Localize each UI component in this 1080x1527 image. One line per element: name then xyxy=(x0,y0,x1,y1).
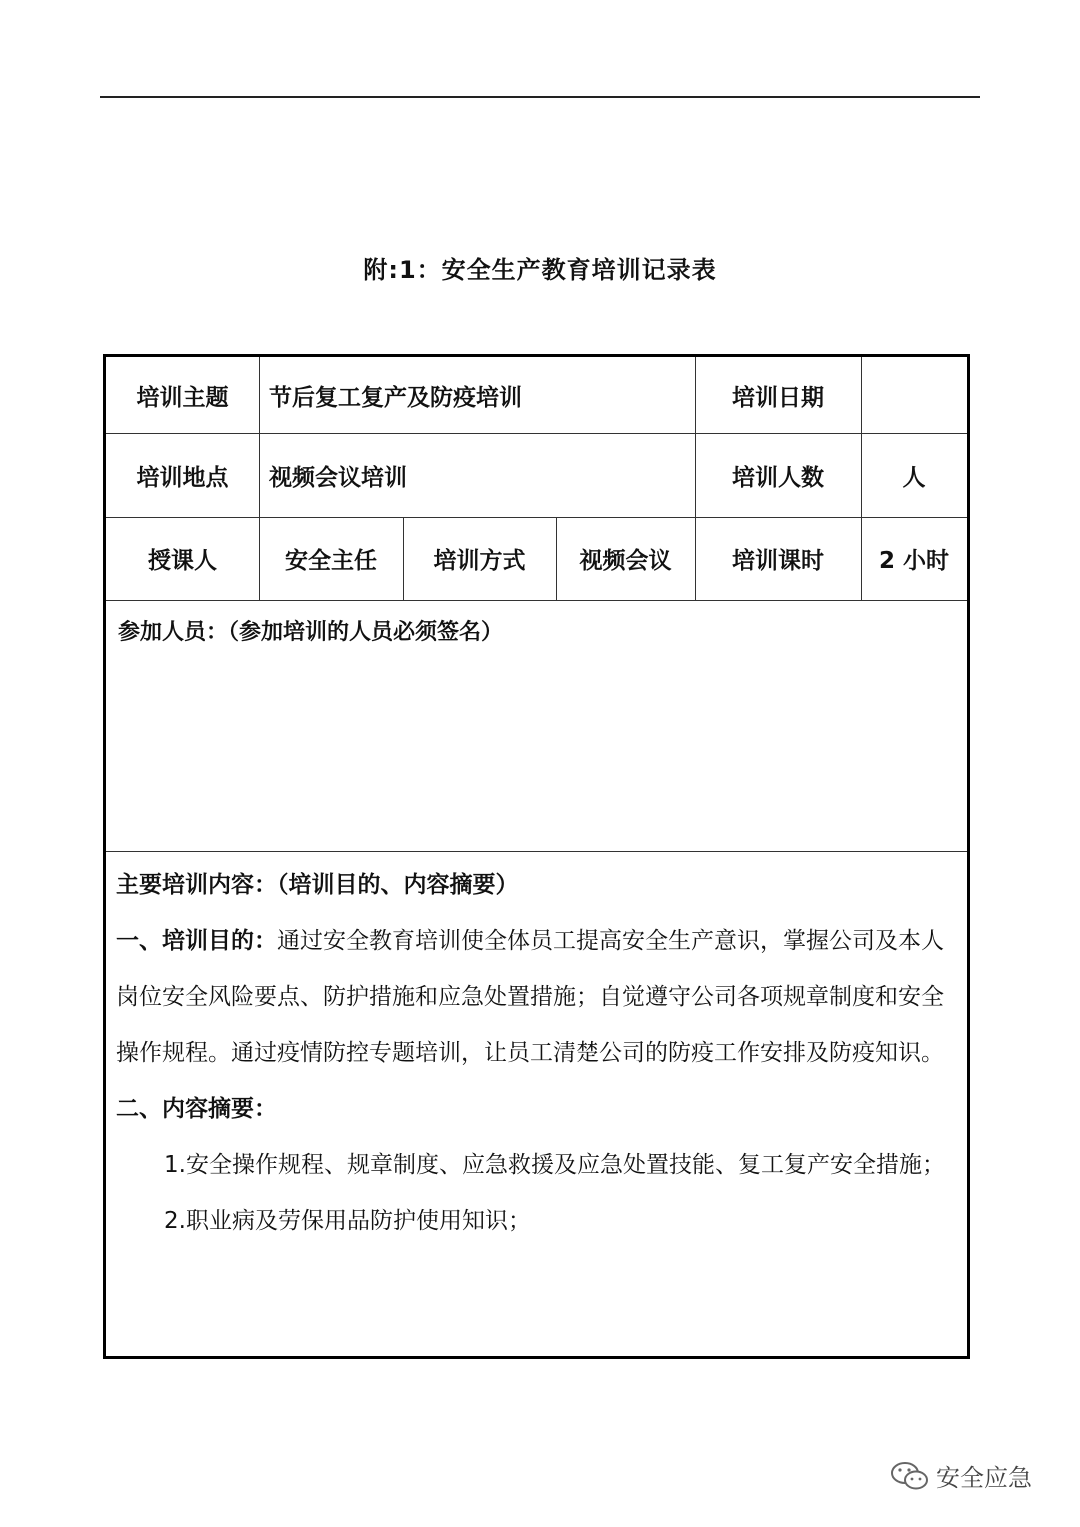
watermark-text: 安全应急 xyxy=(936,1464,1032,1492)
lecturer-value[interactable]: 安全主任 xyxy=(285,548,377,574)
row-divider xyxy=(106,851,967,852)
document-title: 附:1：安全生产教育培训记录表 xyxy=(363,256,717,284)
training-record-table xyxy=(103,354,970,1359)
lecturer-label: 授课人 xyxy=(148,548,217,574)
subject-label: 培训主题 xyxy=(136,384,229,411)
wechat-icon xyxy=(890,1460,930,1492)
method-value[interactable]: 视频会议 xyxy=(579,548,672,574)
watermark xyxy=(890,1458,1032,1493)
summary-head: 二、内容摘要： xyxy=(116,1096,277,1122)
count-value[interactable]: 人 xyxy=(902,464,926,491)
purpose-text: 通过安全教育培训使全体员工提高安全生产意识，掌握公司及本人岗位安全风险要点、防护措施和应急处置措施；自觉遵守公司各项规章制度和安全操作规程。通过疫情防控专题培训，让员工清楚公司的防疫工作安排及防疫知识。 xyxy=(116,928,944,1066)
row-divider xyxy=(106,600,967,601)
summary-item-2: 2.职业病及劳保用品防护使用知识； xyxy=(164,1208,531,1234)
content-heading: 主要培训内容：（培训目的、内容摘要） xyxy=(116,872,519,898)
training-content xyxy=(116,857,961,1249)
count-label: 培训人数 xyxy=(732,464,824,491)
purpose-head: 一、培训目的： xyxy=(116,928,277,954)
purpose-paragraph xyxy=(116,913,961,1081)
attendees-label: 参加人员：（参加培训的人员必须签名） xyxy=(118,620,504,645)
top-rule xyxy=(100,96,980,98)
hours-value[interactable]: 2 小时 xyxy=(878,548,949,574)
subject-value[interactable]: 节后复工复产及防疫培训 xyxy=(269,384,522,411)
date-label: 培训日期 xyxy=(732,384,824,411)
date-value[interactable] xyxy=(861,357,967,433)
method-label: 培训方式 xyxy=(433,548,526,574)
location-value[interactable]: 视频会议培训 xyxy=(269,464,407,491)
hours-label: 培训课时 xyxy=(732,548,824,574)
summary-item-1: 1.安全操作规程、规章制度、应急救援及应急处置技能、复工复产安全措施； xyxy=(164,1152,945,1178)
location-label: 培训地点 xyxy=(136,464,229,491)
